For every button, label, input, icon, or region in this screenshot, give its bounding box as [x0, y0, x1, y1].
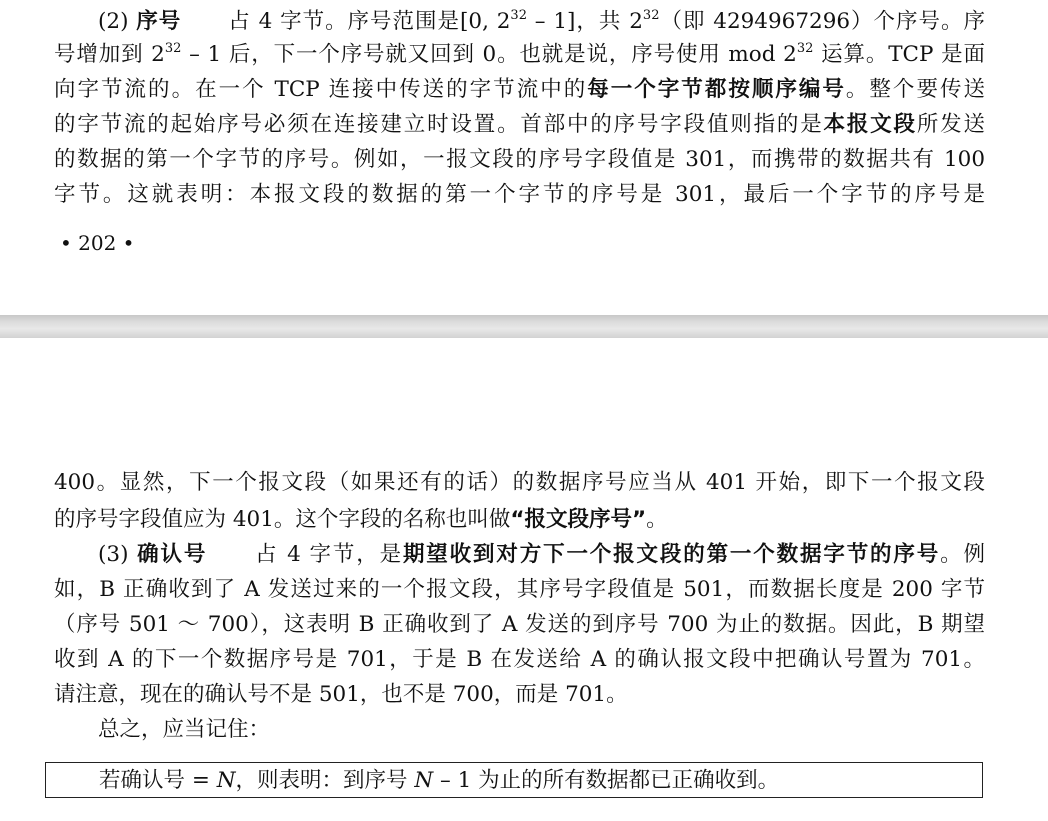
- summary-line: 总之，应当记住：: [98, 717, 271, 742]
- superscript: 32: [510, 8, 527, 23]
- text: ，则表明：到序号: [235, 768, 415, 793]
- text: 号增加到 2: [54, 42, 165, 67]
- seq-paragraph-line-5: 的数据的第一个字节的序号。例如，一报文段的序号字段值是 301，而携带的数据共有 100: [54, 147, 985, 172]
- seq-paragraph-line-4: [54, 110, 985, 140]
- text: 运算。TCP 是面: [813, 42, 986, 67]
- key-rule-text: [99, 766, 779, 796]
- seq-heading: 序号: [136, 9, 182, 34]
- text: 所发送: [916, 112, 985, 137]
- superscript: 32: [796, 41, 814, 56]
- text: 若确认号 =: [99, 768, 217, 793]
- variable: N: [216, 768, 236, 793]
- text: 占 4 字节，是: [253, 542, 403, 567]
- text: （即 4294967296）个序号。序: [659, 9, 985, 34]
- text: 。: [646, 507, 668, 532]
- ack-paragraph-line-5: 请注意，现在的确认号不是 501，也不是 700，而是 701。: [54, 682, 628, 707]
- superscript: 32: [164, 41, 182, 56]
- text: – 1 后，下一个序号就又回到 0。也就是说，序号使用 mod 2: [181, 42, 797, 67]
- item-number: (3): [98, 542, 129, 567]
- text: 向字节流的。在一个 TCP 连接中传送的字节流中的: [54, 77, 588, 102]
- text: 的字节流的起始序号必须在连接建立时设置。首部中的序号字段值则指的是: [54, 112, 824, 137]
- seq-paragraph-line-1: [98, 7, 985, 37]
- superscript: 32: [642, 8, 660, 23]
- text: – 1]，共 2: [526, 9, 643, 34]
- seq-paragraph-line-2: [54, 40, 985, 70]
- seq-paragraph-line-6: 字节。这就表明：本报文段的数据的第一个字节的序号是 301，最后一个字节的序号是: [54, 182, 985, 207]
- text: 。例: [940, 542, 985, 567]
- page-separator: [0, 315, 1048, 338]
- bold-text: “报文段序号”: [510, 507, 647, 532]
- text: – 1 为止的所有数据都已正确收到。: [433, 768, 780, 793]
- variable: N: [414, 768, 434, 793]
- bold-text: 本报文段: [823, 112, 917, 137]
- cont-line-2: [54, 505, 985, 535]
- seq-paragraph-line-3: [54, 75, 985, 105]
- page-number: • 202 •: [60, 231, 135, 255]
- ack-paragraph-line-2: 如，B 正确收到了 A 发送过来的一个报文段，其序号字段值是 501，而数据长度是 200 字节: [54, 577, 985, 602]
- key-rule-box: [45, 762, 983, 798]
- ack-paragraph-line-4: 收到 A 的下一个数据序号是 701，于是 B 在发送给 A 的确认报文段中把确认号置为 701。: [54, 647, 985, 672]
- bold-text: 期望收到对方下一个报文段的第一个数据字节的序号: [402, 542, 941, 567]
- text: 的序号字段值应为 401。这个字段的名称也叫做: [54, 507, 511, 532]
- ack-paragraph-line-3: （序号 501 ～ 700），这表明 B 正确收到了 A 发送的到序号 700 为止的数据。因此，B 期望: [54, 612, 985, 637]
- page-top: [0, 0, 1048, 315]
- bold-text: 每一个字节都按顺序编号: [587, 77, 846, 102]
- text: 占 4 字节。序号范围是[0, 2: [227, 9, 511, 34]
- cont-line-1: 400。显然，下一个报文段（如果还有的话）的数据序号应当从 401 开始，即下一个报文段: [54, 470, 985, 495]
- text: 。整个要传送: [845, 77, 985, 102]
- ack-paragraph-line-1: [98, 540, 985, 570]
- ack-heading: 确认号: [137, 542, 208, 567]
- item-number: (2): [98, 9, 129, 34]
